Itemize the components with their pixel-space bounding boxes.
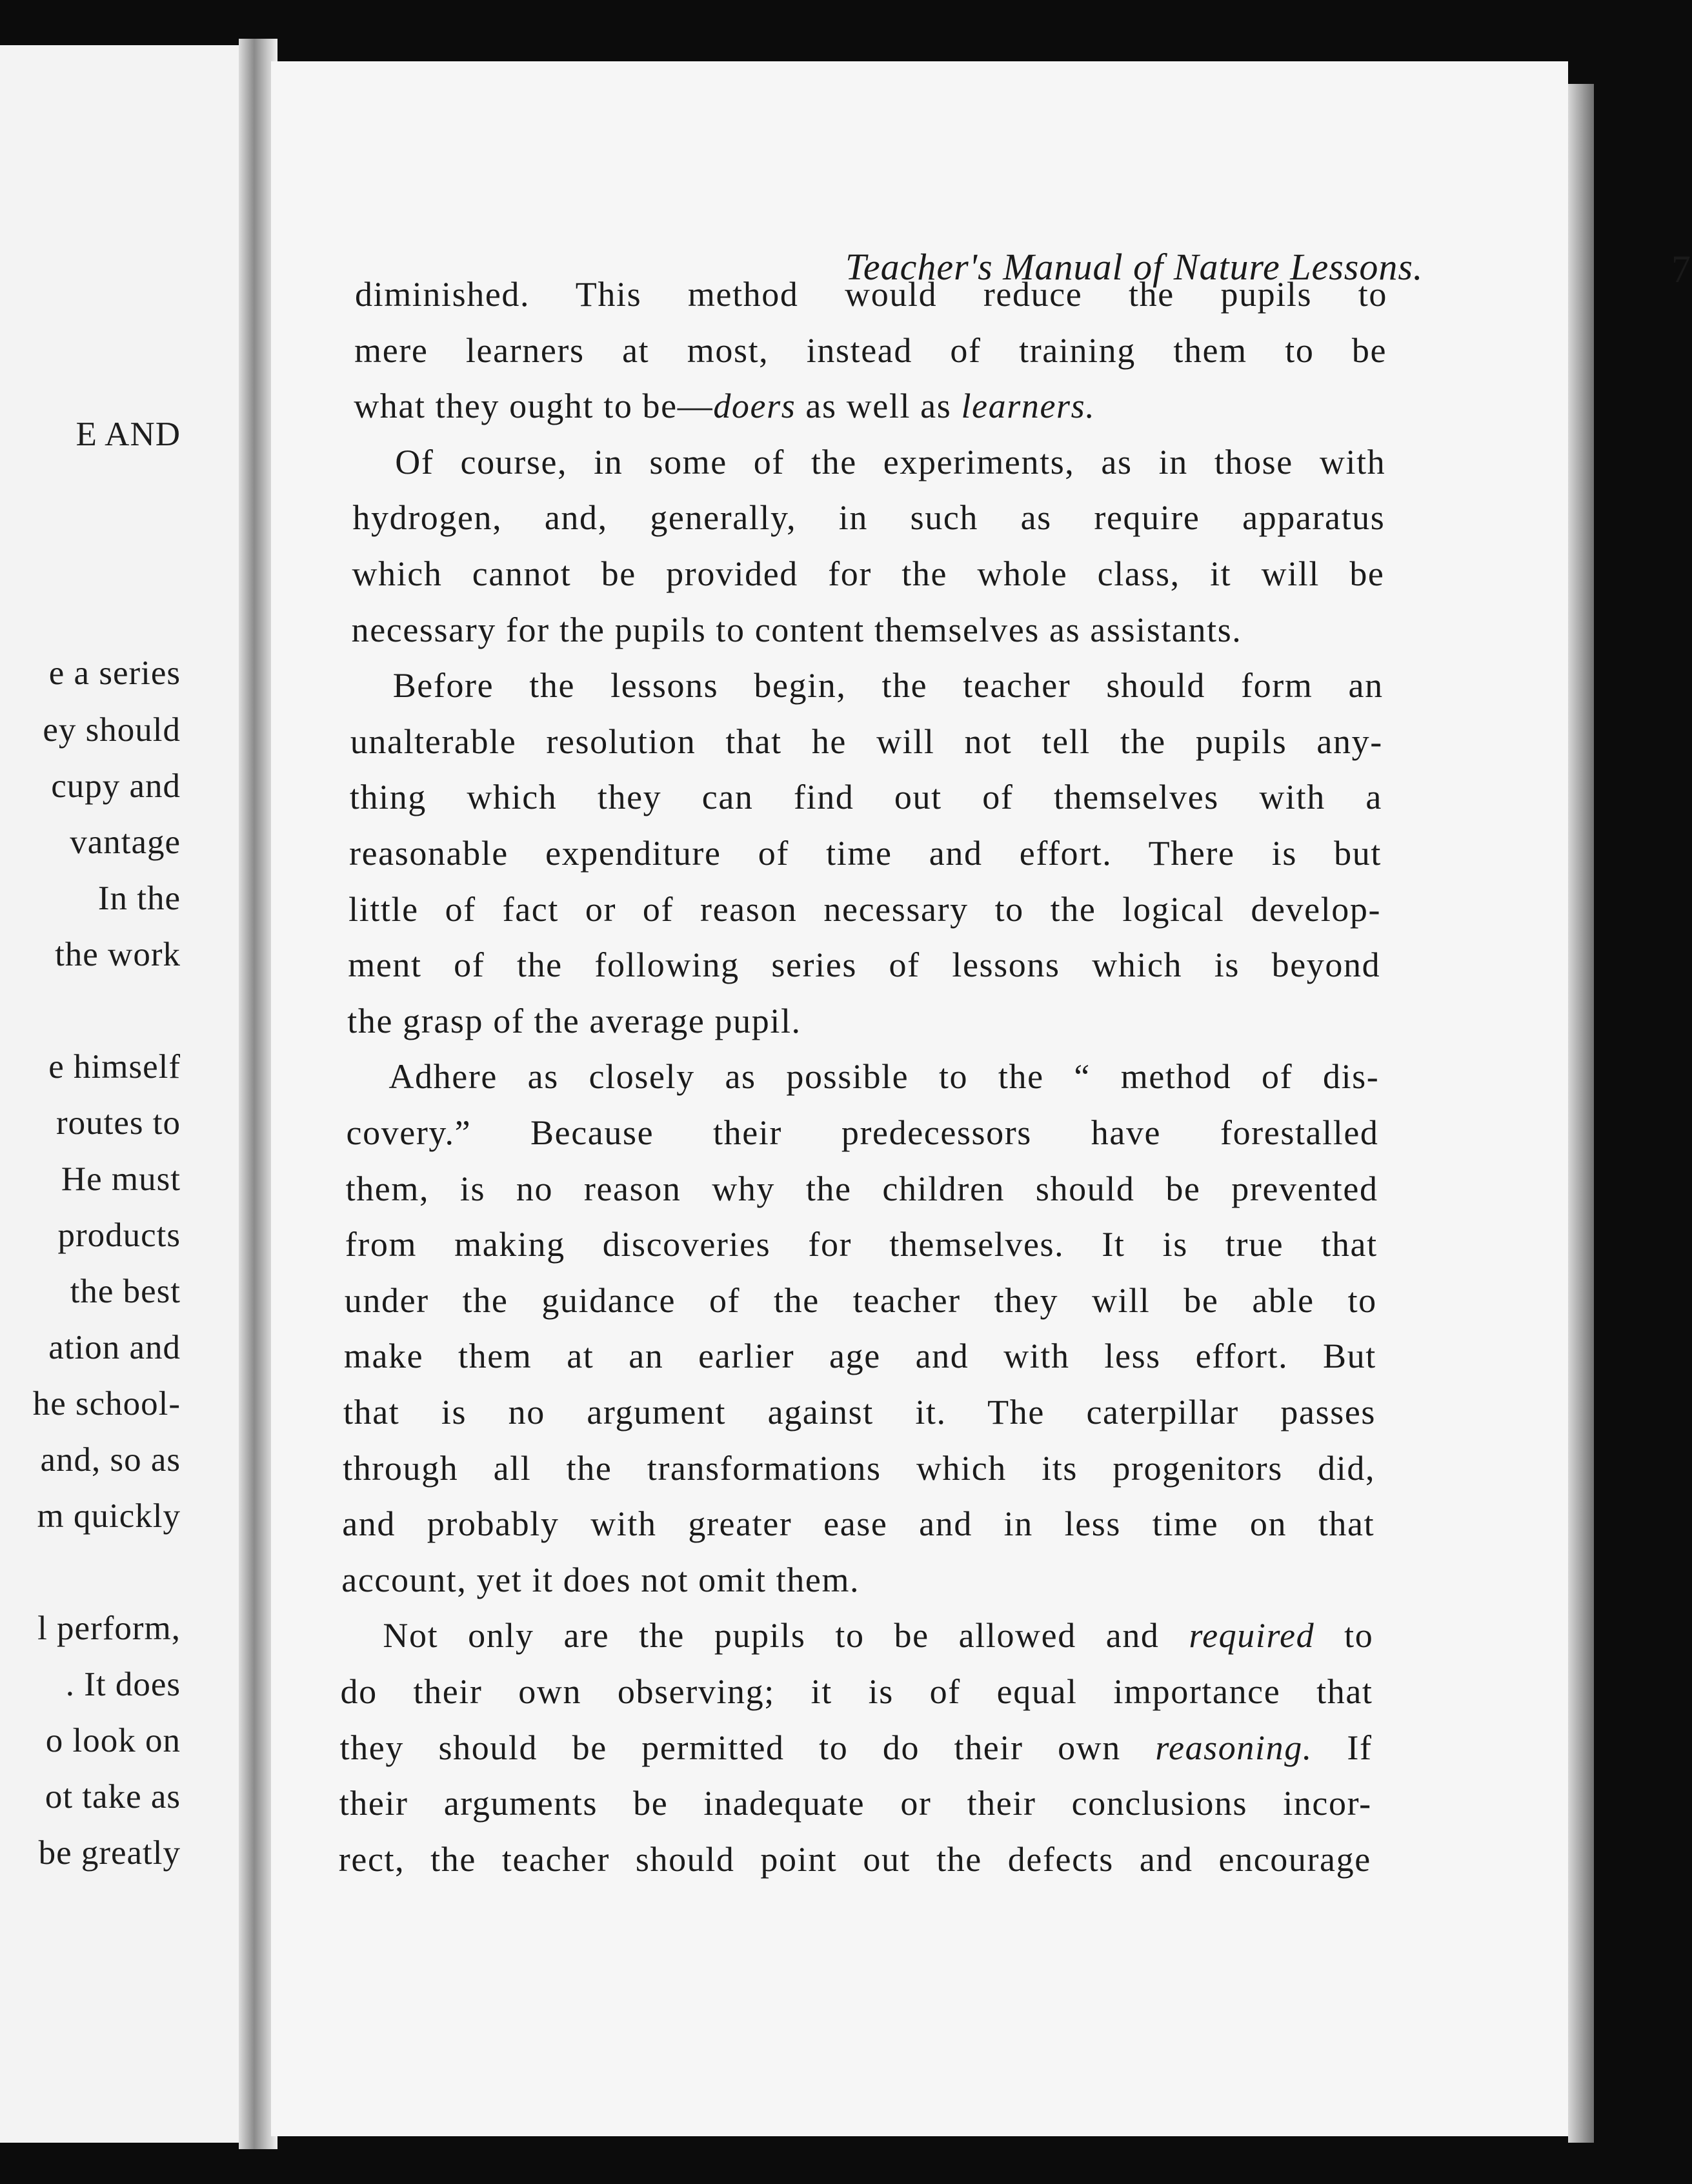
body-text-span: to: [1314, 1616, 1374, 1655]
body-text-span: diminished. This method would reduce the pupils to: [355, 275, 1387, 314]
left-page-line: In the: [97, 880, 181, 917]
page-edge-shadow: [1568, 84, 1594, 2143]
right-page: [271, 61, 1692, 2136]
italic-emphasis: required: [1189, 1616, 1315, 1655]
body-text-span: necessary for the pupils to content themselves as assistants.: [351, 610, 1242, 649]
body-text-span: covery.” Because their predecessors have forestalled: [346, 1113, 1379, 1152]
italic-emphasis: doers: [713, 387, 796, 426]
body-line: [343, 1392, 1376, 1432]
body-text-span: make them at an earlier age and with less effort. But: [343, 1337, 1376, 1376]
body-line: [350, 777, 1382, 817]
body-text-span: their arguments be inadequate or their conclusions incor-: [339, 1784, 1372, 1823]
body-line: [343, 1448, 1375, 1488]
body-line: [348, 945, 1380, 985]
body-text-span: hydrogen, and, generally, in such as require apparatus: [352, 498, 1385, 538]
left-page-line: e a series: [48, 654, 181, 692]
left-page-line: products: [57, 1217, 181, 1254]
body-text-span: Of course, in some of the experiments, as in those with: [395, 442, 1386, 481]
left-page-line: ey should: [43, 711, 181, 749]
body-line: [346, 1169, 1378, 1209]
left-page-line: the best: [70, 1273, 181, 1310]
body-text-span: as well as: [796, 387, 962, 426]
body-text-span: little of fact or of reason necessary to the logical develop-: [348, 889, 1382, 929]
body-line: [350, 722, 1383, 762]
left-page-line: he school-: [32, 1385, 181, 1422]
body-text-span: do their own observing; it is of equal importance that: [340, 1672, 1373, 1711]
body-text-span: If: [1312, 1728, 1373, 1767]
body-line: [355, 274, 1387, 314]
body-line: [347, 1001, 1380, 1041]
left-page-line: cupy and: [51, 767, 181, 805]
italic-emphasis: learners.: [961, 387, 1096, 426]
body-line: [344, 1336, 1376, 1376]
body-line: [354, 386, 1386, 426]
body-line: [393, 665, 1384, 705]
body-line: [352, 498, 1385, 538]
left-page-line: and, so as: [40, 1441, 181, 1479]
body-line: [354, 330, 1387, 370]
left-page-line: the work: [55, 936, 181, 973]
body-line: [395, 442, 1385, 482]
body-line: [339, 1839, 1371, 1879]
body-line: [347, 1113, 1379, 1153]
body-text-span: that is no argument against it. The caterpillar passes: [343, 1393, 1376, 1431]
body-line: [341, 1672, 1373, 1712]
body-text-span: rect, the teacher should point out the defects and encourage: [338, 1839, 1371, 1879]
left-page-line: routes to: [56, 1104, 181, 1142]
left-page-line: l perform,: [37, 1610, 181, 1647]
left-page-line: . It does: [65, 1666, 181, 1703]
body-text-span: unalterable resolution that he will not tell the pupils any-: [350, 722, 1383, 761]
body-text-span: ment of the following series of lessons which is beyond: [348, 945, 1381, 985]
body-line: [352, 554, 1385, 594]
body-line: [340, 1728, 1373, 1768]
body-text-span: reasonable expenditure of time and effort. There is but: [349, 834, 1382, 873]
page-number: 7: [1671, 248, 1692, 290]
body-text-span: the grasp of the average pupil.: [347, 1001, 801, 1040]
running-head: Teacher's Manual of Nature Lessons.: [845, 246, 1424, 288]
body-text-span: them, is no reason why the children should be prevented: [345, 1169, 1378, 1208]
body-text-span: what they ought to be—: [354, 387, 714, 426]
body-text-span: Adhere as closely as possible to the “ method of dis-: [388, 1057, 1380, 1097]
left-page-line: ot take as: [45, 1778, 181, 1815]
body-line: [383, 1615, 1373, 1655]
left-page-line: ation and: [48, 1329, 181, 1366]
body-line: [345, 1224, 1378, 1264]
body-line: [342, 1504, 1375, 1544]
body-line: [352, 610, 1384, 650]
body-text-span: and probably with greater ease and in less time on that: [342, 1504, 1375, 1544]
body-text-span: Not only are the pupils to be allowed and: [383, 1616, 1189, 1655]
body-text-span: they should be permitted to do their own: [339, 1728, 1156, 1767]
italic-emphasis: reasoning.: [1155, 1728, 1313, 1767]
body-text-span: through all the transformations which its progenitors did,: [343, 1448, 1376, 1488]
body-line: [349, 833, 1382, 873]
body-line: [388, 1057, 1379, 1097]
left-page-line: o look on: [45, 1722, 181, 1759]
left-page-line: be greatly: [38, 1834, 181, 1872]
body-line: [341, 1560, 1374, 1600]
body-text-span: thing which they can find out of themselves with a: [349, 778, 1382, 817]
body-text-span: mere learners at most, instead of training them to be: [354, 330, 1387, 370]
body-line: [345, 1280, 1377, 1320]
body-text-span: account, yet it does not omit them.: [341, 1560, 860, 1599]
body-line: [339, 1783, 1372, 1823]
left-page-line: m quickly: [37, 1497, 181, 1535]
body-text-span: under the guidance of the teacher they will be able to: [344, 1280, 1377, 1320]
body-text-span: which cannot be provided for the whole class, it will be: [352, 554, 1385, 593]
left-page-line: E AND: [76, 416, 181, 453]
left-page: [0, 45, 239, 2143]
left-page-line: vantage: [70, 824, 181, 861]
left-page-line: e himself: [48, 1048, 181, 1086]
body-line: [348, 889, 1381, 929]
body-text-span: from making discoveries for themselves. It is true that: [345, 1225, 1378, 1264]
body-text-span: Before the lessons begin, the teacher should form an: [392, 666, 1384, 705]
left-page-line: He must: [61, 1160, 181, 1198]
